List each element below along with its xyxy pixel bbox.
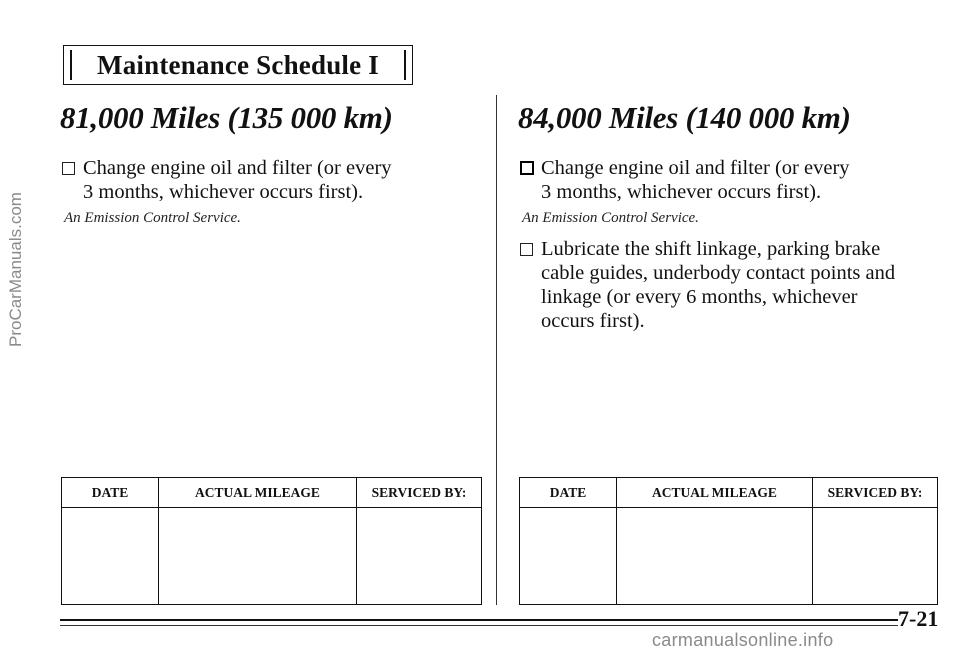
column-divider <box>496 95 497 605</box>
table-header-date: DATE <box>520 478 617 508</box>
mileage-cell[interactable] <box>159 508 357 605</box>
right-service-record-table <box>519 477 938 605</box>
table-header-mileage: ACTUAL MILEAGE <box>617 478 813 508</box>
table-header-serviced-by: SERVICED BY: <box>813 478 938 508</box>
right-column <box>518 100 948 333</box>
section-title: Maintenance Schedule I <box>97 50 379 80</box>
section-title-box <box>63 45 413 85</box>
date-cell[interactable] <box>520 508 617 605</box>
footer-rule-thin <box>60 625 898 626</box>
item-text-line: cable guides, underbody contact points and <box>541 262 896 284</box>
item-text-line: Change engine oil and filter (or every <box>541 157 850 179</box>
emission-note: An Emission Control Service. <box>522 210 699 226</box>
footer-watermark: carmanualsonline.info <box>652 630 834 650</box>
emission-note: An Emission Control Service. <box>64 210 241 226</box>
right-mileage-heading: 84,000 Miles (140 000 km) <box>518 100 851 135</box>
side-watermark: ProCarManuals.com <box>6 192 25 348</box>
right-item-oil-change <box>518 156 948 204</box>
checkbox-icon[interactable] <box>62 162 75 175</box>
table-header-date: DATE <box>62 478 159 508</box>
page-number: 7-21 <box>898 606 939 631</box>
left-mileage-heading: 81,000 Miles (135 000 km) <box>60 100 393 135</box>
footer-rule <box>60 619 898 621</box>
table-header-mileage: ACTUAL MILEAGE <box>159 478 357 508</box>
left-service-record-table <box>61 477 482 605</box>
serviced-by-cell[interactable] <box>357 508 482 605</box>
item-text-line: 3 months, whichever occurs first). <box>83 181 364 203</box>
date-cell[interactable] <box>62 508 159 605</box>
item-text-line: occurs first). <box>541 310 645 332</box>
table-header-serviced-by: SERVICED BY: <box>357 478 482 508</box>
checkbox-icon[interactable] <box>520 243 533 256</box>
left-column <box>60 100 480 237</box>
left-item-oil-change <box>60 156 480 204</box>
item-text-line: linkage (or every 6 months, whichever <box>541 286 858 308</box>
mileage-cell[interactable] <box>617 508 813 605</box>
right-item-lubricate <box>518 237 948 333</box>
checkbox-icon[interactable] <box>520 161 534 175</box>
item-text-line: Lubricate the shift linkage, parking brake <box>541 238 881 260</box>
item-text-line: Change engine oil and filter (or every <box>83 157 392 179</box>
serviced-by-cell[interactable] <box>813 508 938 605</box>
item-text-line: 3 months, whichever occurs first). <box>541 181 822 203</box>
